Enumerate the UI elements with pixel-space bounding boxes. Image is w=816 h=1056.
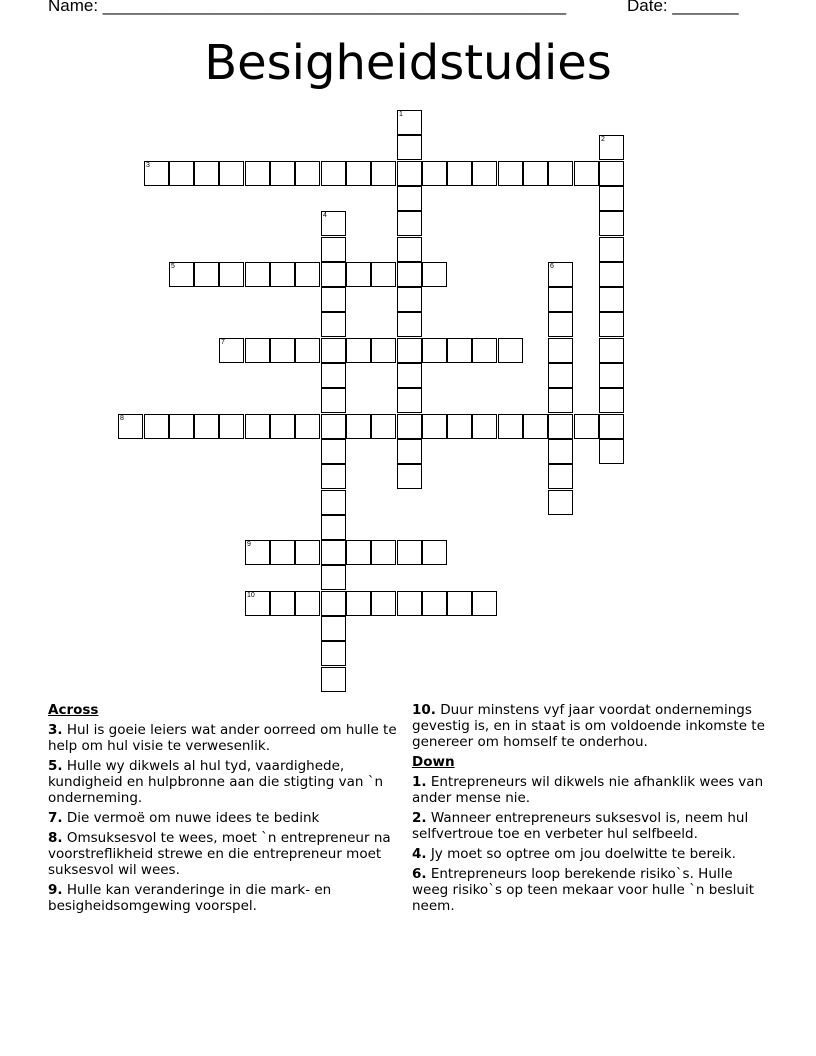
- grid-cell[interactable]: [397, 540, 422, 565]
- clue-text: Entrepreneurs wil dikwels nie afhanklik wees van ander mense nie.: [412, 774, 764, 806]
- grid-cell[interactable]: [118, 414, 143, 439]
- grid-cell[interactable]: [472, 414, 497, 439]
- grid-cell[interactable]: [321, 312, 346, 337]
- grid-cell[interactable]: [219, 414, 244, 439]
- grid-cell[interactable]: [397, 237, 422, 262]
- grid-cell[interactable]: [548, 338, 573, 363]
- grid-cell[interactable]: [144, 161, 169, 186]
- clue-number: 1.: [412, 774, 427, 790]
- clue-across-3: [48, 722, 404, 754]
- cell-number: 4: [323, 212, 327, 219]
- cell-number: 8: [120, 415, 124, 422]
- grid-cell[interactable]: [270, 262, 295, 287]
- clue-across-7: [48, 810, 404, 826]
- grid-cell[interactable]: [219, 262, 244, 287]
- grid-cell[interactable]: [321, 237, 346, 262]
- grid-cell[interactable]: [169, 262, 194, 287]
- grid-cell[interactable]: [548, 262, 573, 287]
- grid-cell[interactable]: [321, 616, 346, 641]
- grid-cell[interactable]: [371, 262, 396, 287]
- clue-text: Hul is goeie leiers wat ander oorreed om hulle te help om hul visie te verwesenlik.: [48, 722, 397, 754]
- date-field-label[interactable]: Date: _______: [627, 0, 739, 15]
- grid-cell[interactable]: [245, 540, 270, 565]
- grid-cell[interactable]: [397, 388, 422, 413]
- grid-cell[interactable]: [321, 414, 346, 439]
- cell-number: 10: [247, 592, 255, 599]
- cell-number: 3: [146, 162, 150, 169]
- grid-cell[interactable]: [321, 667, 346, 692]
- grid-cell[interactable]: [321, 388, 346, 413]
- clue-text: Entrepreneurs loop berekende risiko`s. Hulle weeg risiko`s op teen mekaar voor hulle `n besluit neem.: [412, 866, 754, 914]
- across-heading: Across: [48, 702, 99, 718]
- clue-number: 2.: [412, 810, 427, 826]
- grid-cell[interactable]: [397, 287, 422, 312]
- grid-cell[interactable]: [599, 312, 624, 337]
- grid-cell[interactable]: [346, 414, 371, 439]
- grid-cell[interactable]: [270, 338, 295, 363]
- grid-cell[interactable]: [447, 591, 472, 616]
- grid-cell[interactable]: [472, 591, 497, 616]
- cell-number: 6: [550, 263, 554, 270]
- grid-cell[interactable]: [321, 565, 346, 590]
- grid-cell[interactable]: [397, 186, 422, 211]
- grid-cell[interactable]: [397, 262, 422, 287]
- grid-cell[interactable]: [422, 338, 447, 363]
- grid-cell[interactable]: [245, 414, 270, 439]
- grid-cell[interactable]: [599, 414, 624, 439]
- grid-cell[interactable]: [599, 135, 624, 160]
- grid-cell[interactable]: [422, 161, 447, 186]
- grid-cell[interactable]: [574, 414, 599, 439]
- grid-cell[interactable]: [321, 287, 346, 312]
- cell-number: 7: [221, 339, 225, 346]
- clue-text: Duur minstens vyf jaar voordat ondernemings gevestig is, en in staat is om voldoende inkomste te genereer om homself te onderhou.: [412, 702, 765, 750]
- grid-cell[interactable]: [548, 161, 573, 186]
- grid-cell[interactable]: [498, 338, 523, 363]
- clue-text: Hulle kan veranderinge in die mark- en besigheidsomgewing voorspel.: [48, 882, 332, 914]
- grid-cell[interactable]: [321, 641, 346, 666]
- cell-number: 1: [399, 111, 403, 118]
- grid-cell[interactable]: [599, 211, 624, 236]
- clue-text: Wanneer entrepreneurs suksesvol is, neem hul selfvertroue toe en verbeter hul selfbeeld.: [412, 810, 749, 842]
- grid-cell[interactable]: [371, 414, 396, 439]
- grid-cell[interactable]: [548, 363, 573, 388]
- clue-number: 4.: [412, 846, 427, 862]
- grid-cell[interactable]: [321, 515, 346, 540]
- grid-cell[interactable]: [548, 439, 573, 464]
- grid-cell[interactable]: [397, 135, 422, 160]
- grid-cell[interactable]: [599, 388, 624, 413]
- clues-column-right: [412, 702, 772, 918]
- grid-cell[interactable]: [346, 591, 371, 616]
- grid-cell[interactable]: [194, 414, 219, 439]
- clue-text: Hulle wy dikwels al hul tyd, vaardighede, kundigheid en hulpbronne aan die stigting van `n onderneming.: [48, 758, 384, 806]
- grid-cell[interactable]: [371, 338, 396, 363]
- grid-cell[interactable]: [346, 161, 371, 186]
- grid-cell[interactable]: [371, 540, 396, 565]
- clue-text: Die vermoë om nuwe idees te bedink: [66, 810, 320, 826]
- grid-cell[interactable]: [144, 414, 169, 439]
- clue-number: 10.: [412, 702, 436, 718]
- grid-cell[interactable]: [321, 490, 346, 515]
- grid-cell[interactable]: [599, 338, 624, 363]
- grid-cell[interactable]: [397, 439, 422, 464]
- grid-cell[interactable]: [321, 591, 346, 616]
- grid-cell[interactable]: [169, 161, 194, 186]
- grid-cell[interactable]: [397, 414, 422, 439]
- down-heading: Down: [412, 754, 455, 770]
- clue-across-10: [412, 702, 772, 750]
- grid-cell[interactable]: [321, 262, 346, 287]
- grid-cell[interactable]: [295, 262, 320, 287]
- clue-number: 8.: [48, 830, 63, 846]
- grid-cell[interactable]: [599, 287, 624, 312]
- grid-cell[interactable]: [219, 338, 244, 363]
- grid-cell[interactable]: [397, 211, 422, 236]
- name-field-label[interactable]: Name: _________________________________________________: [48, 0, 567, 15]
- grid-cell[interactable]: [599, 439, 624, 464]
- grid-cell[interactable]: [245, 338, 270, 363]
- grid-cell[interactable]: [346, 262, 371, 287]
- cell-number: 5: [171, 263, 175, 270]
- grid-cell[interactable]: [548, 414, 573, 439]
- grid-cell[interactable]: [321, 464, 346, 489]
- grid-cell[interactable]: [397, 161, 422, 186]
- grid-cell[interactable]: [574, 161, 599, 186]
- grid-cell[interactable]: [321, 439, 346, 464]
- grid-cell[interactable]: [498, 414, 523, 439]
- grid-cell[interactable]: [599, 262, 624, 287]
- clue-across-5: [48, 758, 404, 806]
- grid-cell[interactable]: [321, 540, 346, 565]
- grid-cell[interactable]: [548, 464, 573, 489]
- grid-cell[interactable]: [472, 338, 497, 363]
- clue-down-2: [412, 810, 772, 842]
- clue-down-6: [412, 866, 772, 914]
- grid-cell[interactable]: [371, 161, 396, 186]
- grid-cell[interactable]: [397, 591, 422, 616]
- grid-cell[interactable]: [371, 591, 396, 616]
- grid-cell[interactable]: [321, 161, 346, 186]
- grid-cell[interactable]: [498, 161, 523, 186]
- grid-cell[interactable]: [169, 414, 194, 439]
- grid-cell[interactable]: [397, 312, 422, 337]
- grid-cell[interactable]: [295, 161, 320, 186]
- clue-across-9: [48, 882, 404, 914]
- grid-cell[interactable]: [422, 262, 447, 287]
- grid-cell[interactable]: [295, 338, 320, 363]
- grid-cell[interactable]: [447, 161, 472, 186]
- grid-cell[interactable]: [548, 287, 573, 312]
- grid-cell[interactable]: [447, 338, 472, 363]
- grid-cell[interactable]: [346, 540, 371, 565]
- grid-cell[interactable]: [219, 161, 244, 186]
- clue-number: 7.: [48, 810, 63, 826]
- clue-number: 3.: [48, 722, 63, 738]
- grid-cell[interactable]: [321, 363, 346, 388]
- grid-cell[interactable]: [397, 110, 422, 135]
- grid-cell[interactable]: [472, 161, 497, 186]
- grid-cell[interactable]: [295, 540, 320, 565]
- grid-cell[interactable]: [447, 414, 472, 439]
- grid-cell[interactable]: [321, 338, 346, 363]
- grid-cell[interactable]: [194, 262, 219, 287]
- page-title: Besigheidstudies: [204, 35, 612, 91]
- clue-text: Jy moet so optree om jou doelwitte te bereik.: [430, 846, 736, 862]
- grid-cell[interactable]: [270, 540, 295, 565]
- clue-text: Omsuksesvol te wees, moet `n entrepreneur na voorstreflikheid strewe en die entrepreneur moet suksesvol wil wees.: [48, 830, 391, 878]
- grid-cell[interactable]: [321, 211, 346, 236]
- grid-cell[interactable]: [397, 338, 422, 363]
- grid-cell[interactable]: [397, 363, 422, 388]
- grid-cell[interactable]: [422, 591, 447, 616]
- grid-cell[interactable]: [194, 161, 219, 186]
- grid-cell[interactable]: [346, 338, 371, 363]
- grid-cell[interactable]: [270, 414, 295, 439]
- grid-cell[interactable]: [270, 161, 295, 186]
- grid-cell[interactable]: [599, 363, 624, 388]
- grid-cell[interactable]: [548, 388, 573, 413]
- cell-number: 2: [601, 136, 605, 143]
- grid-cell[interactable]: [548, 312, 573, 337]
- clue-down-1: [412, 774, 772, 806]
- clues-column-left: [48, 702, 404, 918]
- clue-number: 5.: [48, 758, 63, 774]
- clue-down-4: [412, 846, 772, 862]
- grid-cell[interactable]: [599, 186, 624, 211]
- grid-cell[interactable]: [523, 414, 548, 439]
- grid-cell[interactable]: [270, 591, 295, 616]
- grid-cell[interactable]: [245, 262, 270, 287]
- grid-cell[interactable]: [245, 591, 270, 616]
- grid-cell[interactable]: [599, 237, 624, 262]
- clue-number: 9.: [48, 882, 63, 898]
- grid-cell[interactable]: [397, 464, 422, 489]
- grid-cell[interactable]: [245, 161, 270, 186]
- grid-cell[interactable]: [295, 591, 320, 616]
- grid-cell[interactable]: [422, 414, 447, 439]
- clue-number: 6.: [412, 866, 427, 882]
- grid-cell[interactable]: [295, 414, 320, 439]
- cell-number: 9: [247, 541, 251, 548]
- grid-cell[interactable]: [548, 490, 573, 515]
- grid-cell[interactable]: [599, 161, 624, 186]
- clue-across-8: [48, 830, 404, 878]
- grid-cell[interactable]: [422, 540, 447, 565]
- grid-cell[interactable]: [523, 161, 548, 186]
